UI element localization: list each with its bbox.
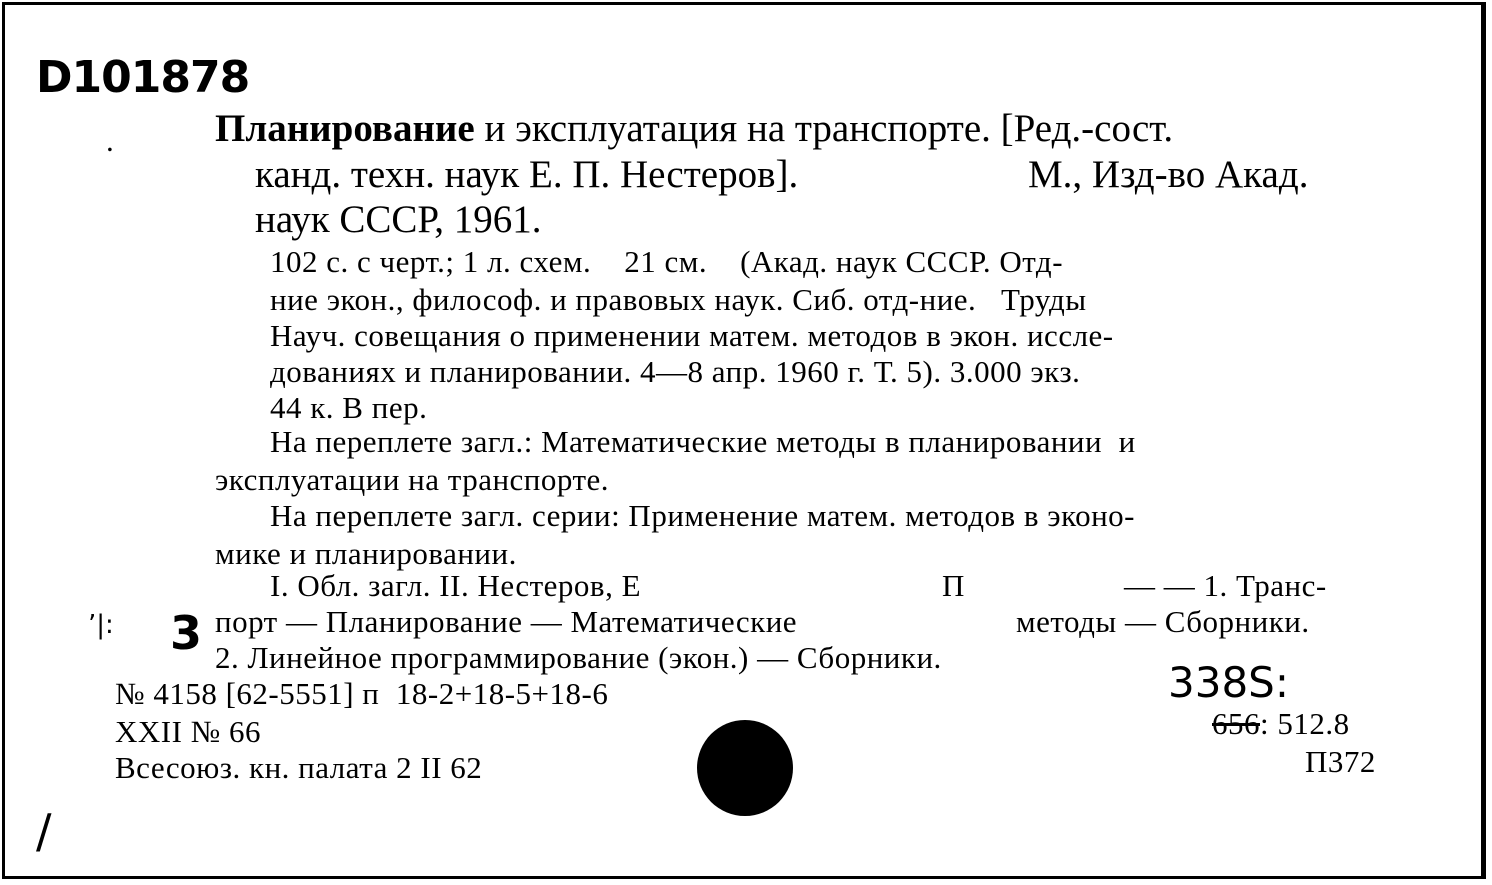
handwritten-code: 338S:	[1168, 658, 1289, 707]
classification-udc	[1212, 708, 1350, 739]
chamber-stamp: Всесоюз. кн. палата 2 II 62	[115, 750, 483, 785]
tracing-line-1-right: — — 1. Транс-	[1124, 568, 1327, 603]
note-2-line-2: мике и планировании.	[215, 536, 517, 571]
collation-line-5: 44 к. В пер.	[270, 390, 428, 425]
margin-marks: ٬|:	[88, 610, 114, 640]
collation-line-2: ние экон., философ. и правовых наук. Сиб. отд-ние. Труды	[270, 282, 1087, 317]
note-1-line-2: эксплуатации на транспорте.	[215, 462, 610, 497]
handwritten-slash: /	[36, 804, 52, 858]
card-number: № 4158 [62-5551] п 18-2+18-5+18-6	[115, 676, 609, 711]
accession-number: D101878	[36, 52, 250, 103]
title-line-2-left: канд. техн. наук Е. П. Нестеров].	[255, 153, 799, 196]
title-rest: и эксплуатация на транспорте. [Ред.-сост.	[474, 107, 1174, 150]
tracing-line-1-mid: П	[942, 568, 965, 603]
note-1-line-1: На переплете загл.: Математическиe методы в планировании и	[270, 424, 1136, 459]
punch-hole	[697, 720, 793, 816]
struck-number: 656	[1212, 706, 1260, 741]
note-2-line-1: На переплете загл. серии: Применение матем. методов в эконо-	[270, 498, 1135, 533]
tracing-line-2-right: методы — Сборники.	[1016, 604, 1310, 639]
udc-index: : 512.8	[1260, 706, 1350, 741]
collation-line-4: дованиях и планировании. 4—8 апр. 1960 г. Т. 5). 3.000 экз.	[270, 354, 1081, 389]
tracing-line-3: 2. Линейное программирование (экон.) — Сборники.	[215, 640, 942, 675]
collation-line-1: 102 с. с черт.; 1 л. схем. 21 см. (Акад. наук СССР. Отд-	[270, 244, 1064, 279]
title-line-3: наук СССР, 1961.	[255, 198, 542, 241]
collation-line-3: Науч. совещания о применении матем. методов в экон. иссле-	[270, 318, 1114, 353]
title-line-2-right: М., Изд-во Акад.	[1028, 153, 1309, 196]
title-line-1	[215, 109, 1173, 148]
margin-handwritten-number: 3	[170, 606, 203, 660]
shelf-mark: П372	[1305, 744, 1376, 779]
margin-dot: .	[106, 123, 115, 158]
tracing-line-1-left: I. Обл. загл. II. Нестеров, Е	[270, 568, 641, 603]
title-bold: Планирование	[215, 107, 475, 150]
volume-number: XXII № 66	[115, 714, 261, 749]
tracing-line-2-left: порт — Планирование — Математические	[215, 604, 798, 639]
